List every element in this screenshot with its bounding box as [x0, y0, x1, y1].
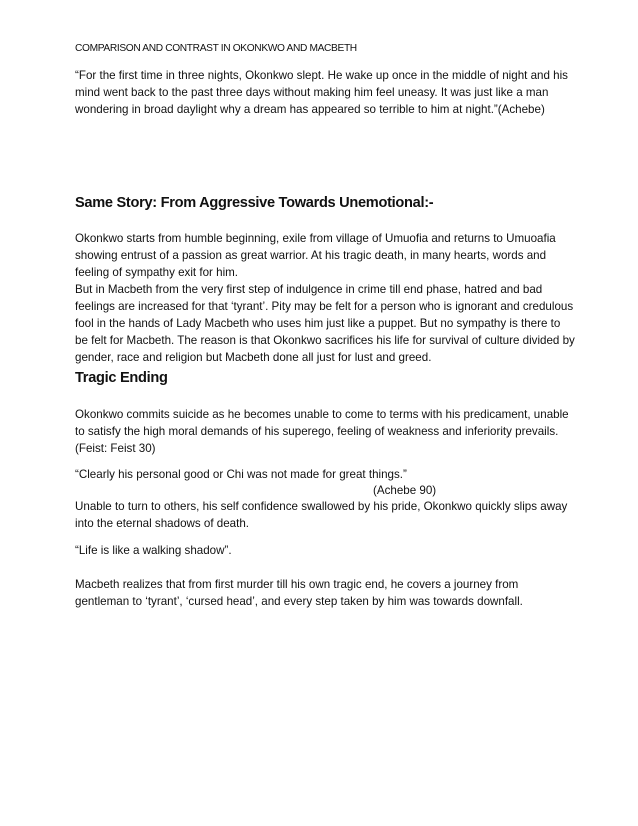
section1-paragraph1: Okonkwo starts from humble beginning, exile from village of Umuofia and returns to Umuoafia showing entrust of a passion as great warrior. At his tragic death, in many hearts, words and feeling of sympathy exit for him.: [75, 232, 556, 279]
section1-heading: Same Story: From Aggressive Towards Unemotional:-: [75, 195, 434, 211]
section1-paragraph2: But in Macbeth from the very first step of indulgence in crime till end phase, hatred and bad feelings are increased for that ‘tyrant’. Pity may be felt for a person who is ignorant and credulous fool in the hands of Lady Macbeth who uses him just like a puppet. But no sympathy is there to be felt for Macbeth. The reason is that Okonkwo sacrifices his life for survival of culture divided by gender, race and religion but Macbeth done all just for lust and greed.: [75, 283, 575, 364]
intro-quote: “For the first time in three nights, Okonkwo slept. He wake up once in the middle of night and his mind went back to the past three days without making him feel uneasy. It was just like a man wondering in broad daylight why a dream has appeared so terrible to him at night.”(Achebe): [75, 69, 568, 116]
page-header: COMPARISON AND CONTRAST IN OKONKWO AND MACBETH: [75, 43, 357, 54]
section2-paragraph2: Unable to turn to others, his self confidence swallowed by his pride, Okonkwo quickly slips away into the eternal shadows of death.: [75, 500, 568, 530]
section2-paragraph1: Okonkwo commits suicide as he becomes unable to come to terms with his predicament, unable to satisfy the high moral demands of his superego, feeling of weakness and inferiority prevails. (Feist: Feist 30): [75, 408, 569, 455]
section2-quote1: “Clearly his personal good or Chi was not made for great things.”: [75, 468, 407, 481]
section2-citation1: (Achebe 90): [373, 484, 437, 497]
section2-paragraph3: Macbeth realizes that from first murder till his own tragic end, he covers a journey from gentleman to ‘tyrant’, ‘cursed head’, and every step taken by him was towards downfall.: [75, 578, 523, 608]
section2-heading: Tragic Ending: [75, 370, 168, 386]
section2-quote2: “Life is like a walking shadow”.: [75, 544, 232, 557]
